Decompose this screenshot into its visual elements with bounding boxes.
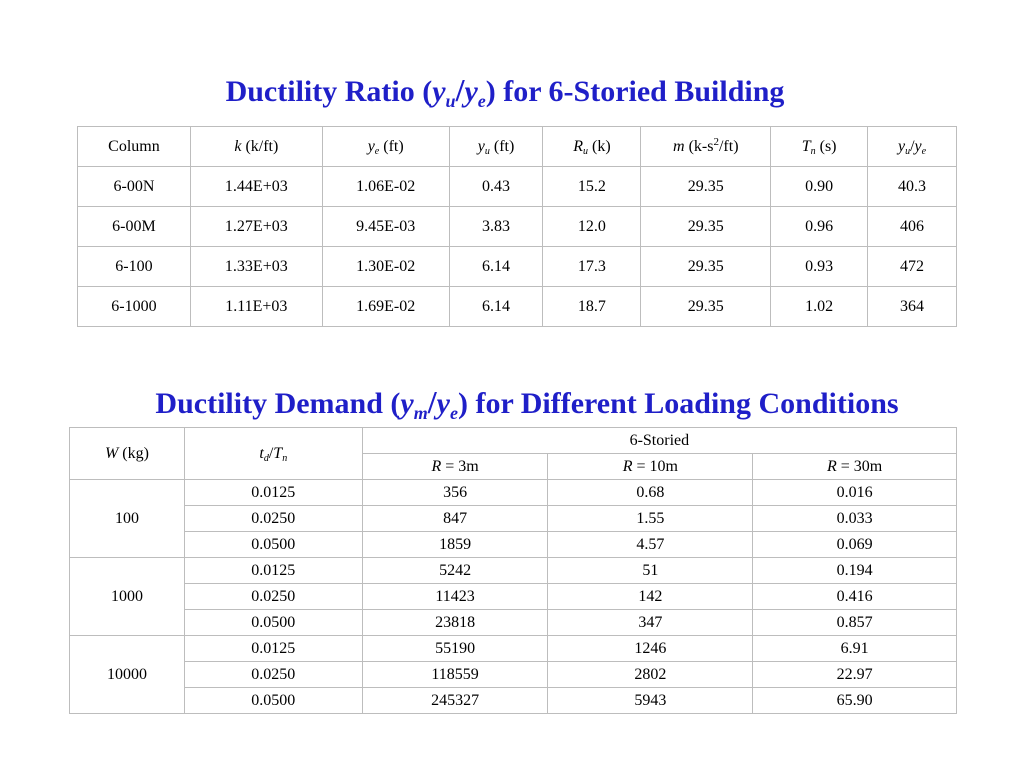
table-row — [70, 584, 957, 610]
title-var: y — [432, 75, 446, 108]
table-cell: 0.0250 — [184, 506, 362, 532]
table-cell: 29.35 — [641, 207, 771, 247]
table-cell: 6.14 — [449, 247, 543, 287]
table-cell: 40.3 — [868, 167, 957, 207]
table-cell: 0.0125 — [184, 636, 362, 662]
table-cell: 118559 — [362, 662, 548, 688]
table-cell: 29.35 — [641, 167, 771, 207]
title-sub: m — [413, 403, 428, 423]
table-cell: 5943 — [548, 688, 753, 714]
table-row — [70, 688, 957, 714]
table-cell: 6-100 — [78, 247, 191, 287]
table-cell: 1.44E+03 — [190, 167, 322, 207]
title-text: ) for 6-Storied Building — [485, 75, 785, 108]
table-cell: 22.97 — [753, 662, 957, 688]
table-cell: 0.416 — [753, 584, 957, 610]
title-var: y — [464, 75, 478, 108]
col-header-ru: $R_u$ (k) — [543, 127, 641, 167]
table-row — [70, 662, 957, 688]
weight-cell: 100 — [70, 480, 185, 558]
table-cell: 23818 — [362, 610, 548, 636]
table-cell: 245327 — [362, 688, 548, 714]
ductility-demand-table — [69, 427, 957, 714]
table-cell: 406 — [868, 207, 957, 247]
table-cell: 1.55 — [548, 506, 753, 532]
table-cell: 9.45E-03 — [322, 207, 449, 247]
table-cell: 0.0500 — [184, 532, 362, 558]
col-header-tn: $T_n$ (s) — [771, 127, 868, 167]
table-cell: 55190 — [362, 636, 548, 662]
col-header-w: W (kg) — [70, 428, 185, 480]
table-cell: 142 — [548, 584, 753, 610]
col-header-k: k (k/ft) — [190, 127, 322, 167]
table-cell: 6-00N — [78, 167, 191, 207]
table-cell: 356 — [362, 480, 548, 506]
table-cell: 0.0250 — [184, 584, 362, 610]
col-header-column: Column — [78, 127, 191, 167]
col-header-m: m $(k-s^2/ft)$ — [641, 127, 771, 167]
table-cell: 0.0250 — [184, 662, 362, 688]
col-header-td-tn: $t_d/T_n$ — [184, 428, 362, 480]
table-cell: 1.06E-02 — [322, 167, 449, 207]
table-cell: 0.0500 — [184, 610, 362, 636]
table-cell: 65.90 — [753, 688, 957, 714]
col-header-ye: $y_e$ (ft) — [322, 127, 449, 167]
ductility-ratio-table — [77, 126, 957, 327]
table-header-row — [78, 127, 957, 167]
table-cell: 0.43 — [449, 167, 543, 207]
table-cell: 29.35 — [641, 247, 771, 287]
table-row — [70, 610, 957, 636]
table-cell: 0.0125 — [184, 480, 362, 506]
title-sub: u — [445, 91, 456, 111]
table1-title — [0, 72, 1017, 110]
col-header-ratio: $y_u/y_e$ — [868, 127, 957, 167]
table-cell: 472 — [868, 247, 957, 287]
table-cell: 364 — [868, 287, 957, 327]
title-var: y — [436, 387, 450, 420]
table-cell: 18.7 — [543, 287, 641, 327]
table-row — [78, 287, 957, 327]
table-row — [78, 247, 957, 287]
table-cell: 1.02 — [771, 287, 868, 327]
table-cell: 1.30E-02 — [322, 247, 449, 287]
table-cell: 6.91 — [753, 636, 957, 662]
table-cell: 1.27E+03 — [190, 207, 322, 247]
table-cell: 0.194 — [753, 558, 957, 584]
table-cell: 0.016 — [753, 480, 957, 506]
table-cell: 0.68 — [548, 480, 753, 506]
table-cell: 0.96 — [771, 207, 868, 247]
table-cell: 0.90 — [771, 167, 868, 207]
table-cell: 11423 — [362, 584, 548, 610]
table-cell: 2802 — [548, 662, 753, 688]
table-row — [70, 558, 957, 584]
table-row — [70, 636, 957, 662]
table-cell: 15.2 — [543, 167, 641, 207]
table2-title — [15, 384, 1024, 422]
table-cell: 1.33E+03 — [190, 247, 322, 287]
table-cell: 5242 — [362, 558, 548, 584]
table-row — [70, 480, 957, 506]
title-text: ) for Different Loading Conditions — [457, 387, 899, 420]
table-cell: 1.69E-02 — [322, 287, 449, 327]
table-cell: 0.93 — [771, 247, 868, 287]
title-sub: e — [477, 91, 486, 111]
col-header-yu: $y_u$ (ft) — [449, 127, 543, 167]
table-cell: 0.857 — [753, 610, 957, 636]
table-cell: 1859 — [362, 532, 548, 558]
table-cell: 4.57 — [548, 532, 753, 558]
col-header-r-3m: R = 3m — [362, 454, 548, 480]
table-header-row — [70, 428, 957, 454]
table-cell: 1246 — [548, 636, 753, 662]
table-row — [70, 532, 957, 558]
table-cell: 0.033 — [753, 506, 957, 532]
title-text: Ductility Demand ( — [155, 387, 401, 420]
table-cell: 51 — [548, 558, 753, 584]
title-text: Ductility Ratio ( — [225, 75, 433, 108]
table-cell: 0.069 — [753, 532, 957, 558]
col-header-r-30m: R = 30m — [753, 454, 957, 480]
table-cell: 0.0500 — [184, 688, 362, 714]
col-group-header: 6-Storied — [362, 428, 956, 454]
col-header-r-10m: R = 10m — [548, 454, 753, 480]
table-cell: 29.35 — [641, 287, 771, 327]
table-row — [78, 207, 957, 247]
table-cell: 6-00M — [78, 207, 191, 247]
table-cell: 0.0125 — [184, 558, 362, 584]
weight-cell: 1000 — [70, 558, 185, 636]
weight-cell: 10000 — [70, 636, 185, 714]
title-var: y — [400, 387, 414, 420]
table-cell: 17.3 — [543, 247, 641, 287]
table-cell: 6-1000 — [78, 287, 191, 327]
table-row — [70, 506, 957, 532]
table-cell: 12.0 — [543, 207, 641, 247]
table-row — [78, 167, 957, 207]
table-cell: 1.11E+03 — [190, 287, 322, 327]
table-cell: 3.83 — [449, 207, 543, 247]
table-cell: 347 — [548, 610, 753, 636]
title-slash: / — [455, 72, 465, 108]
table-cell: 847 — [362, 506, 548, 532]
title-sub: e — [449, 403, 458, 423]
table-cell: 6.14 — [449, 287, 543, 327]
title-slash: / — [427, 384, 437, 420]
